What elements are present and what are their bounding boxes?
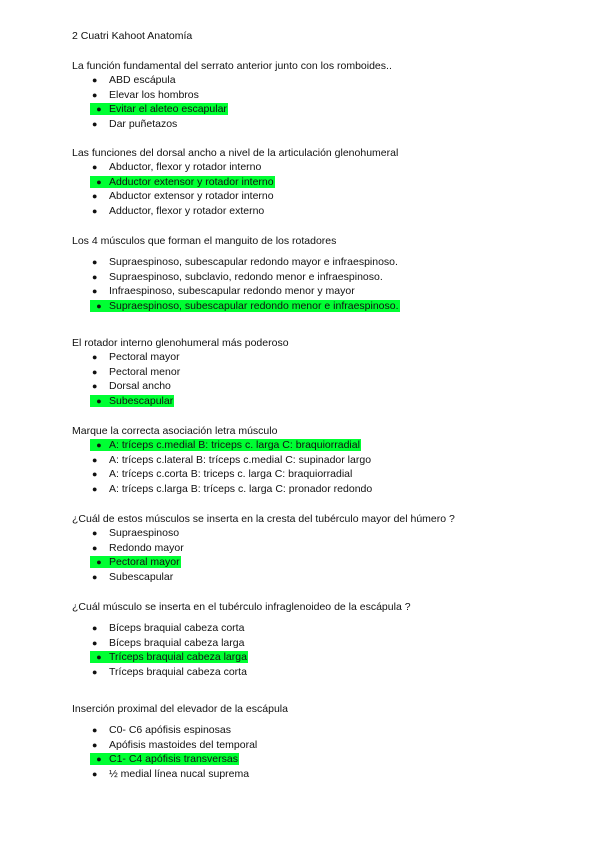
bullet-icon: ● [92,666,98,677]
bullet-icon: ● [92,162,98,172]
answer-text: Supraespinoso, subclavio, redondo menor e infraespinoso. [109,270,383,283]
answer-option [72,621,411,636]
answer-text: Adductor, flexor y rotador externo [109,204,265,217]
bullet-icon: ● [92,89,98,100]
spacer [72,248,400,255]
bullet-icon: ● [92,191,98,202]
bullet-icon: ● [92,739,98,750]
answer-option [72,88,392,103]
answer-text-highlighted: Adductor extensor y rotador interno [109,175,274,188]
answer-option [72,189,398,204]
bullet-icon: ● [92,469,98,480]
answer-text-highlighted: C1- C4 apófisis transversas [109,753,238,766]
bullet-icon: ● [90,300,108,312]
answer-option [72,350,289,365]
answer-option-correct [72,650,411,665]
answer-text: Pectoral mayor [109,351,180,363]
answer-text: A: tríceps c.lateral B: tríceps c.medial C: supinador largo [109,453,372,466]
answer-option [72,160,398,175]
bullet-icon: ● [92,623,98,633]
answer-option [72,482,373,497]
answer-option [72,73,392,88]
bullet-icon: ● [92,75,98,85]
answer-option [72,255,400,270]
bullet-icon: ● [92,205,98,216]
question-text: Las funciones del dorsal ancho a nivel de la articulación glenohumeral [72,147,399,159]
spacer [72,716,288,723]
answer-option-correct [72,102,392,117]
answer-option [72,636,411,651]
answer-text: Bíceps braquial cabeza corta [109,622,245,634]
question-block [72,702,288,781]
answer-list [72,621,411,679]
answer-option-correct [72,299,400,314]
answer-option-correct [72,394,289,409]
answer-option [72,723,288,738]
bullet-icon: ● [92,637,98,648]
answer-text: Apófisis mastoides del temporal [109,738,258,751]
answer-list [72,526,455,584]
answer-text: Tríceps braquial cabeza corta [109,665,247,678]
answer-option [72,526,455,541]
answer-text: A: tríceps c.corta B: triceps c. larga C: braquiorradial [109,468,353,481]
question-text: ¿Cuál músculo se inserta en el tubérculo infraglenoideo de la escápula ? [72,601,411,613]
answer-text-highlighted: Pectoral mayor [109,556,180,569]
answer-option-correct [72,175,398,190]
bullet-icon: ● [92,286,98,297]
question-text: Inserción proximal del elevador de la escápula [72,703,288,715]
question-text: La función fundamental del serrato anterior junto con los romboides.. [72,60,392,72]
answer-text-highlighted: Supraespinoso, subescapular redondo menor e infraespinoso. [109,299,399,312]
answer-text: Elevar los hombros [109,88,199,101]
answer-text-highlighted: A: tríceps c.medial B: triceps c. larga C: braquiorradial [109,439,360,451]
question-block [72,59,392,131]
bullet-icon: ● [92,528,98,538]
question-block [72,336,289,408]
bullet-icon: ● [90,753,108,765]
bullet-icon: ● [92,571,98,582]
answer-text: A: tríceps c.larga B: tríceps c. larga C: pronador redondo [109,482,373,495]
answer-text: Bíceps braquial cabeza larga [109,636,245,649]
bullet-icon: ● [90,176,108,188]
answer-option [72,665,411,680]
answer-list [72,73,392,131]
question-block [72,234,400,313]
bullet-icon: ● [92,257,98,267]
question-text: El rotador interno glenohumeral más poderoso [72,337,289,349]
document-title: 2 Cuatri Kahoot Anatomía [72,30,193,42]
bullet-icon: ● [92,352,98,362]
answer-option [72,738,288,753]
bullet-icon: ● [92,366,98,377]
answer-list [72,350,289,408]
answer-text: Abductor extensor y rotador interno [109,190,274,203]
bullet-icon: ● [92,118,98,129]
answer-text: Supraespinoso, subescapular redondo mayor e infraespinoso. [109,256,398,268]
answer-option [72,541,455,556]
answer-list [72,438,373,496]
bullet-icon: ● [90,651,108,663]
answer-option [72,453,373,468]
question-text: Los 4 músculos que forman el manguito de los rotadores [72,235,337,247]
bullet-icon: ● [92,271,98,282]
answer-option [72,467,373,482]
answer-text: ABD escápula [109,74,176,86]
question-text: Marque la correcta asociación letra músculo [72,425,278,437]
bullet-icon: ● [90,439,108,451]
spacer [72,614,411,621]
answer-option [72,204,398,219]
bullet-icon: ● [92,542,98,553]
answer-option-correct [72,438,373,453]
answer-option [72,284,400,299]
answer-option [72,767,288,782]
answer-text: Supraespinoso [109,527,180,539]
answer-option [72,117,392,132]
question-block [72,146,398,218]
answer-text: Pectoral menor [109,365,181,378]
answer-list [72,723,288,781]
answer-text-highlighted: Evitar el aleteo escapular [109,103,227,116]
bullet-icon: ● [90,395,108,407]
answer-text-highlighted: Subescapular [109,394,174,407]
question-text: ¿Cuál de estos músculos se inserta en la cresta del tubérculo mayor del húmero ? [72,513,455,525]
answer-text: ½ medial línea nucal suprema [109,767,250,780]
answer-text: Abductor, flexor y rotador interno [109,161,262,173]
bullet-icon: ● [92,454,98,465]
answer-text: C0- C6 apófisis espinosas [109,724,231,736]
bullet-icon: ● [90,103,108,115]
answer-text: Dorsal ancho [109,380,171,393]
answer-text-highlighted: Tríceps braquial cabeza larga [109,651,247,664]
bullet-icon: ● [90,556,108,568]
answer-option [72,570,455,585]
answer-text: Dar puñetazos [109,117,178,130]
answer-option [72,365,289,380]
answer-option [72,379,289,394]
answer-list [72,255,400,313]
question-block [72,600,411,679]
answer-text: Subescapular [109,570,174,583]
bullet-icon: ● [92,725,98,735]
bullet-icon: ● [92,483,98,494]
question-block [72,512,455,584]
question-block [72,424,373,496]
answer-list [72,160,398,218]
answer-text: Infraespinoso, subescapular redondo menor y mayor [109,285,355,298]
answer-text: Redondo mayor [109,541,184,554]
answer-option-correct [72,555,455,570]
answer-option [72,270,400,285]
bullet-icon: ● [92,381,98,392]
bullet-icon: ● [92,768,98,779]
answer-option-correct [72,752,288,767]
